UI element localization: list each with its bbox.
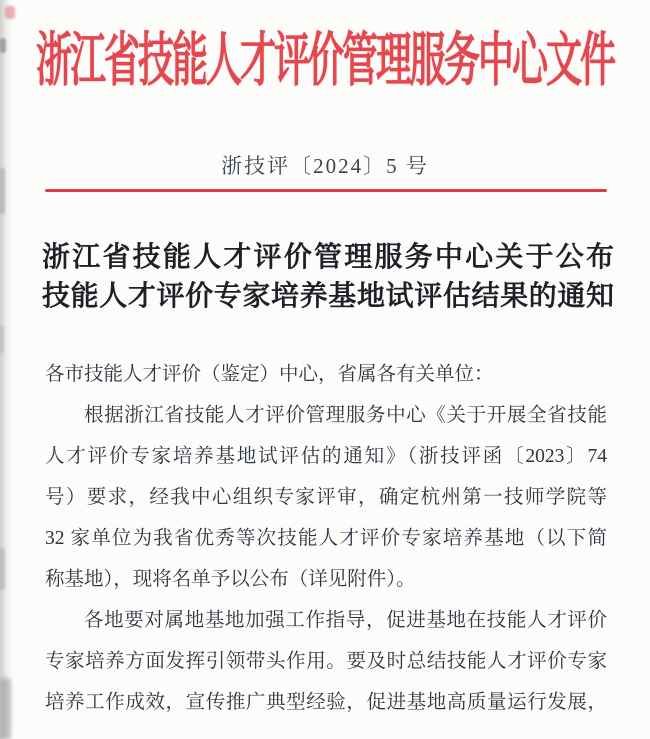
scan-edge-shadow [0, 0, 13, 739]
scan-artifact [0, 548, 5, 590]
paragraph-line: 专家培养方面发挥引领带头作用。要及时总结技能人才评价专家 [45, 651, 607, 672]
red-separator-line [45, 189, 607, 192]
scan-artifact [0, 325, 4, 353]
paragraph-line: 各地要对属地基地加强工作指导，促进基地在技能人才评价 [84, 610, 607, 631]
paragraph-line: 号）要求，经我中心组织专家评审，确定杭州第一技师学院等 [45, 487, 607, 508]
red-letterhead-title: 浙江省技能人才评价管理服务中心文件 [35, 27, 614, 93]
document-number: 浙技评〔2024〕5 号 [221, 154, 429, 178]
body-paragraphs [45, 395, 607, 723]
document-title-line-1: 浙江省技能人才评价管理服务中心关于公布 [42, 242, 614, 273]
salutation-line: 各市技能人才评价（鉴定）中心，省属各有关单位： [45, 364, 494, 385]
paragraph-line: 根据浙江省技能人才评价管理服务中心《关于开展全省技能 [84, 405, 607, 426]
paragraph-line: 32 家单位为我省优秀等次技能人才评价专家培养基地（以下简 [45, 528, 607, 549]
paragraph-line: 培养工作成效，宣传推广典型经验，促进基地高质量运行发展， [45, 692, 607, 713]
scan-artifact [0, 678, 11, 739]
paragraph-line: 人才评价专家培养基地试评估的通知》（浙技评函〔2023〕74 [45, 446, 607, 467]
paragraph-line: 称基地），现将名单予以公布（详见附件）。 [45, 569, 416, 590]
document-title-line-2: 技能人才评价专家培养基地试评估结果的通知 [42, 281, 614, 312]
document-title [42, 238, 614, 316]
document-body [45, 354, 607, 723]
